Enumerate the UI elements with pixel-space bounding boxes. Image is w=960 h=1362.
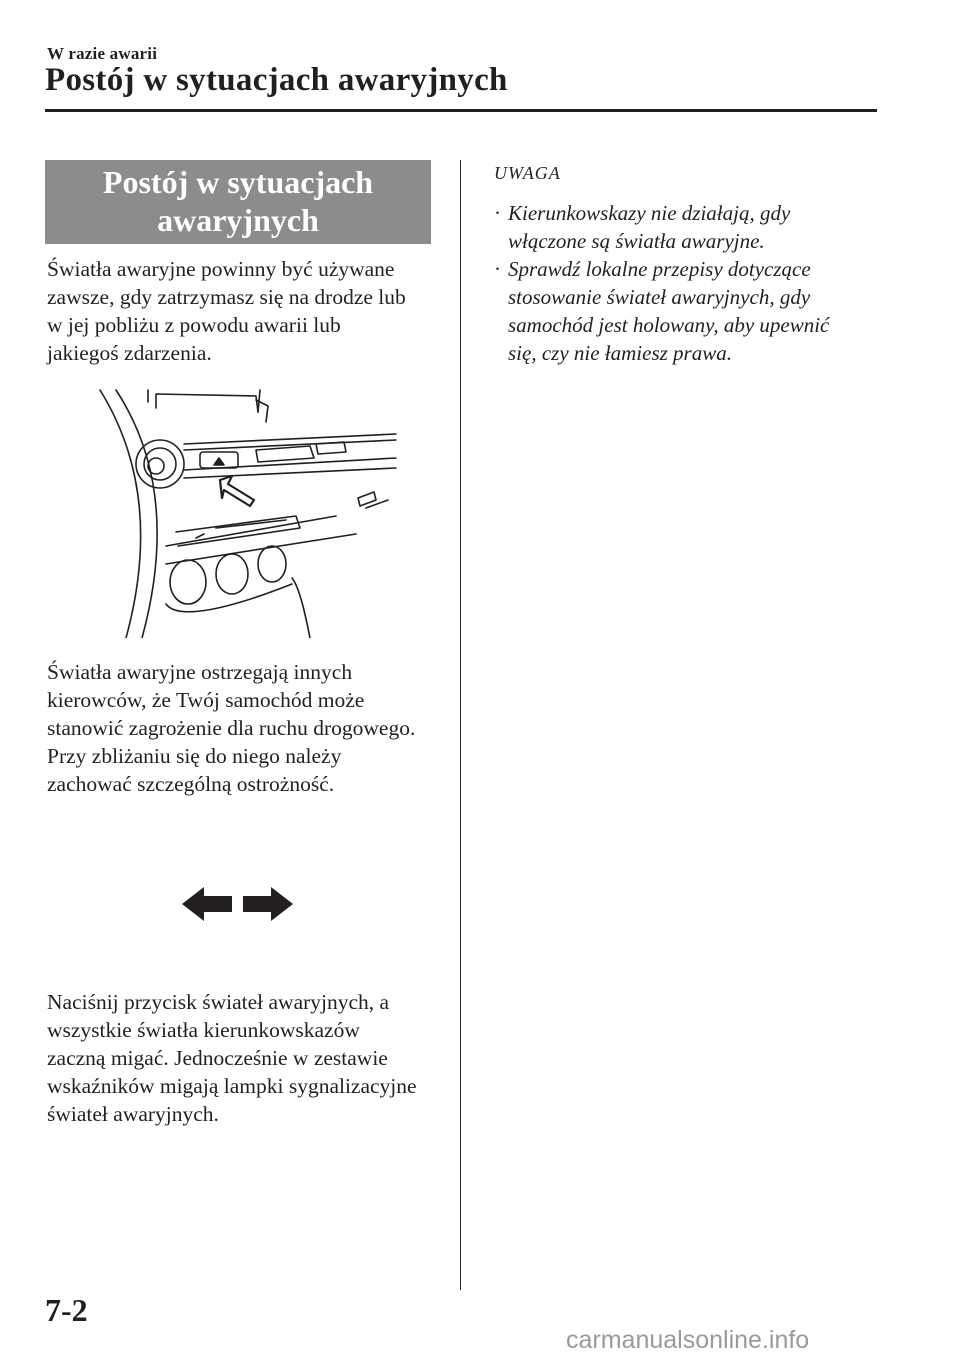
text-line: stanowić zagrożenie dla ruchu drogowego. [47,716,416,740]
text-line: Światła awaryjne powinny być używane [47,257,395,281]
text-line: wszystkie światła kierunkowskazów [47,1018,360,1042]
text-line: kierowców, że Twój samochód może [47,688,365,712]
paragraph-hazard-warning [47,658,442,798]
section-heading-box [45,160,431,244]
text-line: jakiegoś zdarzenia. [47,341,212,365]
bullet-marker: · [494,257,501,281]
section-heading-line-2: awaryjnych [157,202,319,238]
page-title: Postój w sytuacjach awaryjnych [45,62,508,98]
text-line: zaczną migać. Jednocześnie w zestawie [47,1046,388,1070]
note-line: samochód jest holowany, aby upewnić [508,313,830,337]
section-heading-line-1: Postój w sytuacjach [102,164,374,200]
bullet-marker: · [494,201,501,225]
left-arrow-icon [182,887,232,921]
title-rule [45,109,877,112]
text-line: w jej pobliżu z powodu awarii lub [47,313,341,337]
column-divider [460,160,461,1290]
text-line: świateł awaryjnych. [47,1102,219,1126]
note-line: stosowanie świateł awaryjnych, gdy [508,285,811,309]
paragraph-hazard-usage [47,255,442,367]
note-line: Kierunkowskazy nie działają, gdy [508,201,791,225]
text-line: zachować szczególną ostrożność. [47,772,335,796]
text-line: Naciśnij przycisk świateł awaryjnych, a [47,990,390,1014]
text-line: Przy zbliżaniu się do niego należy [47,744,342,768]
note-item [494,199,874,255]
text-line: zawsze, gdy zatrzymasz się na drodze lub [47,285,406,309]
note-line: się, czy nie łamiesz prawa. [508,341,732,365]
right-arrow-icon [243,887,293,921]
watermark: carmanualsonline.info [566,1326,810,1354]
turn-signal-arrows-icon [180,885,295,923]
page-number: 7-2 [45,1292,88,1328]
note-item [494,255,874,367]
note-line: włączone są światła awaryjne. [508,229,765,253]
note-line: Sprawdź lokalne przepisy dotyczące [508,257,811,281]
text-line: wskaźników migają lampki sygnalizacyjne [47,1074,417,1098]
note-title: UWAGA [494,163,561,183]
paragraph-hazard-operation [47,988,442,1128]
section-label: W razie awarii [47,44,158,63]
note-list [494,199,874,367]
text-line: Światła awaryjne ostrzegają innych [47,660,353,684]
hazard-switch-dashboard-illustration [96,388,436,638]
